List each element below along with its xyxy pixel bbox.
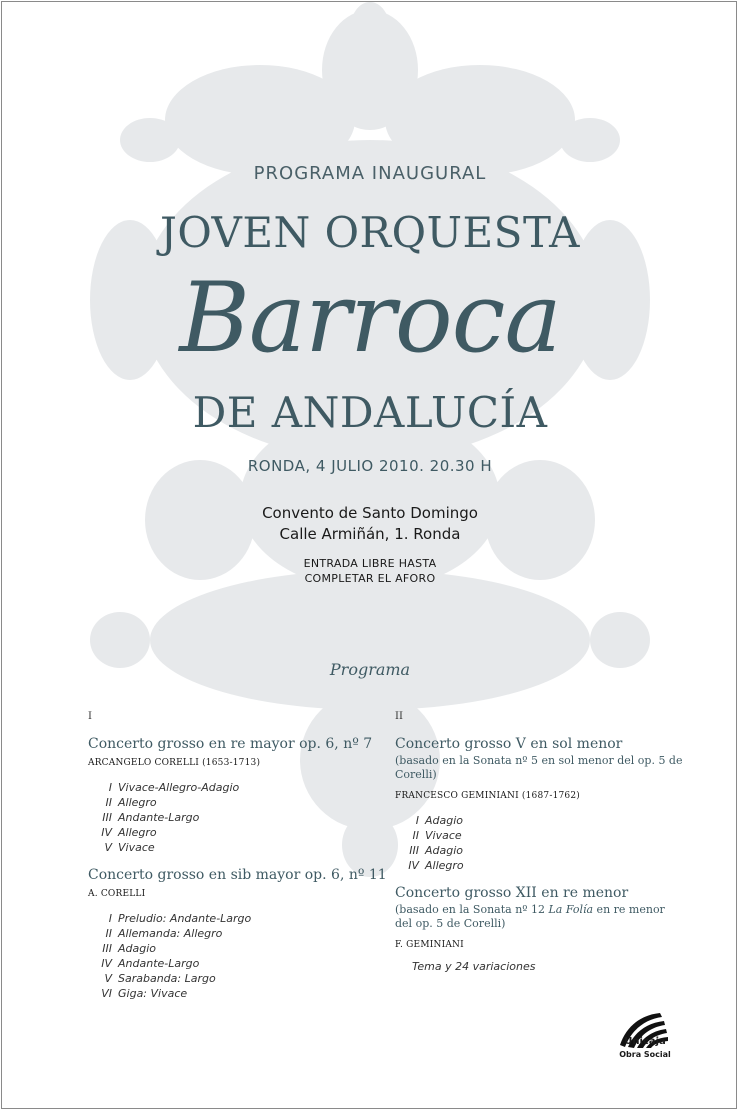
movement-name: Andante-Largo xyxy=(118,957,200,970)
movement-item xyxy=(88,825,388,840)
movement-item xyxy=(88,911,388,926)
movement-item xyxy=(395,828,685,843)
movement-number: VI xyxy=(101,987,112,1000)
entry-line-2: COMPLETAR EL AFORO xyxy=(304,572,436,585)
composer-name: FRANCESCO GEMINIANI xyxy=(395,791,519,801)
movement-item xyxy=(88,986,388,1001)
title-line-3: DE ANDALUCÍA xyxy=(192,388,548,437)
movement-name: Allegro xyxy=(425,859,464,872)
movement-item xyxy=(88,971,388,986)
work-title: Concerto grosso XII en re menor xyxy=(395,885,629,901)
title-line-1: JOVEN ORQUESTA xyxy=(160,208,580,257)
program-part-2 xyxy=(395,711,685,973)
movement-item xyxy=(88,956,388,971)
movement-number: I xyxy=(108,781,112,794)
movement-name: Adagio xyxy=(425,814,464,827)
movement-name: Giga: Vivace xyxy=(118,987,188,1000)
work-extra: Tema y 24 variaciones xyxy=(412,960,536,973)
work-item xyxy=(88,867,388,1001)
movement-number: III xyxy=(102,811,112,824)
movement-item xyxy=(395,813,685,828)
program-heading: Programa xyxy=(329,660,411,679)
movement-name: Andante-Largo xyxy=(118,811,200,824)
movement-number: V xyxy=(104,841,112,854)
title-barroca: Barroca xyxy=(179,262,561,374)
movement-name: Sarabanda: Largo xyxy=(118,972,216,985)
movement-number: II xyxy=(412,829,419,842)
part-numeral: II xyxy=(395,711,403,722)
movement-item xyxy=(88,795,388,810)
movement-list xyxy=(395,813,685,873)
movement-number: IV xyxy=(101,826,112,839)
sponsor-name: Unicaja xyxy=(624,1036,666,1047)
venue-line-2: Calle Armiñán, 1. Ronda xyxy=(279,525,461,543)
composer-years: (1687-1762) xyxy=(521,791,580,801)
movement-item xyxy=(395,858,685,873)
event-date-time: RONDA, 4 JULIO 2010. 20.30 H xyxy=(247,457,493,475)
work-item xyxy=(395,736,685,873)
movement-name: Vivace xyxy=(118,841,155,854)
movement-name: Allemanda: Allegro xyxy=(118,927,223,940)
work-title: Concerto grosso en re mayor op. 6, nº 7 xyxy=(88,736,373,752)
movement-name: Allegro xyxy=(118,796,157,809)
sponsor-subtitle: Obra Social xyxy=(619,1050,671,1059)
part-numeral: I xyxy=(88,711,92,722)
entry-line-1: ENTRADA LIBRE HASTA xyxy=(303,557,437,570)
movement-name: Allegro xyxy=(118,826,157,839)
movement-item xyxy=(88,941,388,956)
work-note-start: (basado en la Sonata nº 12 xyxy=(395,903,549,916)
movement-item xyxy=(88,780,388,795)
movement-number: I xyxy=(108,912,112,925)
program-subtitle: PROGRAMA INAUGURAL xyxy=(253,163,487,184)
movement-number: IV xyxy=(408,859,419,872)
movement-name: Vivace-Allegro-Adagio xyxy=(118,781,240,794)
composer-name: ARCANGELO CORELLI xyxy=(88,758,200,768)
work-note-end: en re menor del op. 5 de Corelli) xyxy=(395,903,665,930)
movement-list xyxy=(88,780,388,855)
venue-line-1: Convento de Santo Domingo xyxy=(262,504,478,522)
movement-item xyxy=(88,810,388,825)
movement-item xyxy=(88,926,388,941)
work-note-italic: La Folía xyxy=(548,903,594,916)
work-note xyxy=(395,903,685,931)
movement-number: II xyxy=(105,927,112,940)
movement-name: Adagio xyxy=(118,942,157,955)
movement-list xyxy=(88,911,388,1001)
composer xyxy=(88,758,388,768)
movement-number: III xyxy=(102,942,112,955)
composer-name: A. CORELLI xyxy=(88,889,146,899)
composer xyxy=(395,791,685,801)
movement-item xyxy=(88,840,388,855)
movement-number: V xyxy=(104,972,112,985)
movement-number: II xyxy=(105,796,112,809)
movement-number: IV xyxy=(101,957,112,970)
movement-number: III xyxy=(409,844,419,857)
entry-note xyxy=(0,556,740,586)
composer-years: (1653-1713) xyxy=(202,758,261,768)
venue xyxy=(0,503,740,545)
composer-name: F. GEMINIANI xyxy=(395,940,464,950)
movement-item xyxy=(395,843,685,858)
program-part-1 xyxy=(88,711,388,1013)
work-title: Concerto grosso V en sol menor xyxy=(395,736,623,752)
movement-number: I xyxy=(415,814,419,827)
movement-name: Preludio: Andante-Largo xyxy=(118,912,252,925)
work-item xyxy=(88,736,388,855)
movement-name: Vivace xyxy=(425,829,462,842)
work-title: Concerto grosso en sib mayor op. 6, nº 11 xyxy=(88,867,387,883)
work-item xyxy=(395,885,685,973)
work-note: (basado en la Sonata nº 5 en sol menor del op. 5 de Corelli) xyxy=(395,754,683,781)
movement-name: Adagio xyxy=(425,844,464,857)
